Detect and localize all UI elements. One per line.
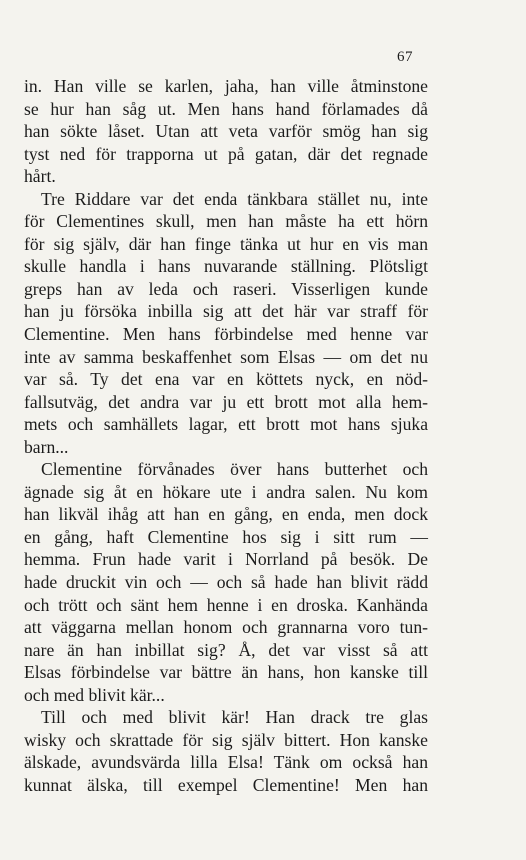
text-line: och trött och sänt hem henne i en droska. Kanhända bbox=[24, 594, 428, 615]
text-line: tyst ned för trapporna ut på gatan, där det regnade bbox=[24, 143, 428, 164]
text-line: och med blivit kär... bbox=[24, 684, 165, 705]
text-line: greps han av leda och raseri. Visserligen kunde bbox=[24, 278, 428, 299]
text-line: barn... bbox=[24, 436, 69, 457]
text-line: in. Han ville se karlen, jaha, han ville åtminstone bbox=[24, 76, 428, 96]
text-line: att väggarna mellan honom och grannarna voro tun- bbox=[24, 617, 428, 638]
text-line: Tre Riddare var det enda tänkbara stället nu, inte bbox=[41, 188, 428, 209]
text-line: se hur han såg ut. Men hans hand förlamades då bbox=[24, 98, 428, 119]
text-line: han likväl ihåg att han en gång, en enda, men dock bbox=[24, 504, 428, 525]
text-line: skulle handla i hans nuvarande ställning. Plötsligt bbox=[24, 256, 428, 277]
text-line: Clementine. Men hans förbindelse med henne var bbox=[24, 324, 428, 345]
text-line: Clementine förvånades över hans butterhet och bbox=[41, 459, 428, 480]
text-line: var så. Ty det ena var en köttets nyck, en nöd- bbox=[24, 369, 428, 390]
text-line: älskade, avundsvärda lilla Elsa! Tänk om också han bbox=[24, 752, 428, 773]
page-number: 67 bbox=[397, 49, 413, 65]
text-line: Elsas förbindelse var bättre än hans, hon kanske till bbox=[24, 662, 428, 683]
text-line: hade druckit vin och — och så hade han blivit rädd bbox=[24, 572, 428, 593]
text-line: hårt. bbox=[24, 166, 56, 187]
text-line: för sig själv, där han finge tänka ut hur en vis man bbox=[24, 233, 428, 254]
text-line: han sökte låset. Utan att veta varför smög han sig bbox=[24, 121, 428, 142]
text-line: inte av samma beskaffenhet som Elsas — om det nu bbox=[24, 346, 428, 367]
text-line: Till och med blivit kär! Han drack tre glas bbox=[41, 707, 428, 728]
body-text bbox=[24, 75, 428, 797]
text-line: han ju försöka inbilla sig att det här var straff för bbox=[24, 301, 428, 322]
text-line: för Clementines skull, men han måste ha ett hörn bbox=[24, 211, 428, 232]
text-line: hemma. Frun hade varit i Norrland på besök. De bbox=[24, 549, 428, 570]
text-line: ägnade sig åt en hökare ute i andra salen. Nu kom bbox=[24, 481, 428, 502]
text-line: en gång, haft Clementine hos sig i sitt rum — bbox=[24, 526, 428, 547]
text-line: mets och samhällets lagar, ett brott mot hans sjuka bbox=[24, 414, 428, 435]
text-line: fallsutväg, det andra var ju ett brott mot alla hem- bbox=[24, 391, 428, 412]
text-line: wisky och skrattade för sig själv bittert. Hon kanske bbox=[24, 729, 428, 750]
text-line: nare än han inbillat sig? Å, det var visst så att bbox=[24, 639, 428, 660]
text-line: kunnat älska, till exempel Clementine! Men han bbox=[24, 774, 428, 795]
